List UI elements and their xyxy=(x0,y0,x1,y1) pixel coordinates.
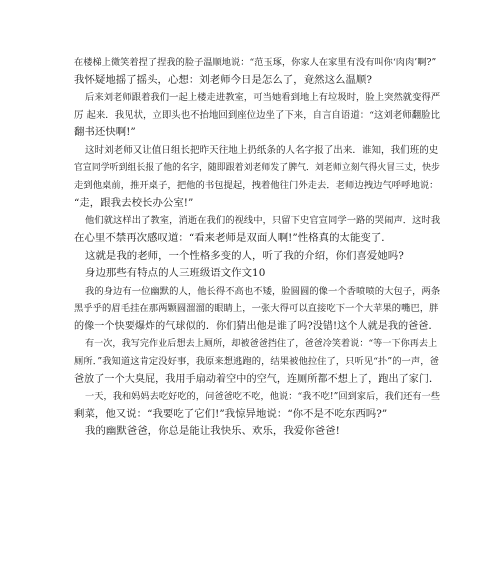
text-line: 一天，我和妈妈去吃好吃的，问爸爸吃不吃，他说：“我不吃!”回到家后，我们还有一些 xyxy=(85,391,441,403)
text-line: 剩菜，他又说：“我要吃了它们!”我惊异地说：“你不是不吃东西吗?” xyxy=(74,407,388,420)
text-line: 厕所．”我知道这肯定没好事，我原来想逃跑的，结果被他拉住了，只听见“扑”的一声，爸 xyxy=(74,356,439,368)
text-line: 走到他桌前，推开桌子，把他的书包提起，拽着他往门外走去．老师边拽边气呼呼地说： xyxy=(74,180,439,192)
text-line: 翻书还快啊!” xyxy=(74,126,136,139)
text-line: 我的身边有一位幽默的人，他长得不高也不矮，脸圆圆的像一个香喷喷的大包子，两条 xyxy=(85,285,441,297)
text-line: 我的幽默爸爸，你总是能让我快乐、欢乐，我爱你爸爸! xyxy=(85,425,340,438)
text-line: 官宣同学听到组长报了他的名字，随即跟着刘老师发了脾气．刘老师立刻气得火冒三丈，快步 xyxy=(74,162,440,173)
text-line: 爸放了一个大臭屁，我用手扇动着空中的空气，连厕所都不想上了，跑出了家门． xyxy=(74,373,440,385)
text-line: 他们就这样出了教室，消逝在我们的视线中，只留下史官宣同学一路的哭闹声．这时我 xyxy=(85,215,441,227)
document-body xyxy=(74,54,440,441)
text-line: 有一次，我写完作业后想去上厕所，却被爸爸挡住了，爸爸冷笑着说：“等一下你再去上 xyxy=(85,338,438,349)
text-line: 后来刘老师跟着我们一起上楼走进教室，可当她看到地上有垃圾时，脸上突然就变得严 xyxy=(85,92,441,104)
text-line: 黑乎乎的眉毛挂在那两颗圆溜溜的眼睛上，一张大得可以直接吃下一个大苹果的嘴巴，胖 xyxy=(74,303,439,315)
text-line: “走，跟我去校长办公室!” xyxy=(74,196,194,209)
text-line: 在楼梯上微笑着捏了捏我的脸子温顺地说：“范玉琢，你家人在家里有没有叫你‘肉肉’啊?” xyxy=(74,57,437,68)
text-line: 这时刘老师又让值日组长把昨天往地上扔纸条的人名字报了出来．谁知，我们班的史 xyxy=(85,144,439,156)
text-line: 这就是我的老师，一个性格多变的人，听了我的介绍，你们喜爱她吗? xyxy=(85,249,404,262)
text-line: 在心里不禁再次感叹道：“看来老师是双面人啊!”性格真的太能变了． xyxy=(74,231,392,244)
text-line: 身边那些有特点的人三班级语文作文10 xyxy=(85,267,266,280)
text-line: 我怀疑地摇了摇头，心想：刘老师今日是怎么了，竟然这么温顺? xyxy=(74,73,372,86)
text-line: 的像一个快要爆炸的气球似的．你们猜出他是谁了吗?没错!这个人就是我的爸爸． xyxy=(74,320,439,332)
text-line: 厉 起来．我见状，立即头也不抬地回到座位边坐了下来，自言自语道：“这刘老师翻脸比 xyxy=(74,109,441,121)
